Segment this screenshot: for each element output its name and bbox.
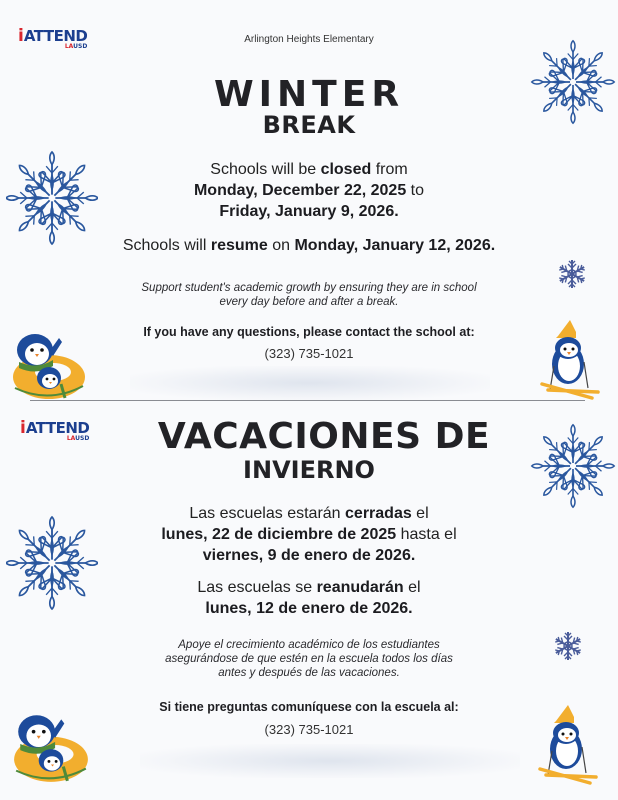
spanish-resume-date-line: lunes, 12 de enero de 2026. [205,600,413,617]
logo-attend: ATTEND [23,27,88,45]
english-questions-text: If you have any questions, please contact the school at: [143,325,475,339]
logo-i: i [18,26,24,46]
section-divider [30,400,585,401]
spanish-phone-number: (323) 735-1021 [264,722,354,737]
english-title-line1: WINTER [213,74,405,115]
snow-mound-spanish [140,744,520,778]
english-title-line2: BREAK [262,111,356,139]
english-closed-line: Schools will be closed from [210,161,408,178]
english-phone-number: (323) 735-1021 [264,346,354,361]
spanish-title-line2: INVIERNO [243,456,375,484]
spanish-closed-line: Las escuelas estarán cerradas el [189,505,429,522]
spanish-support-line3: antes y después de las vacaciones. [218,667,400,679]
english-support-line2: every day before and after a break. [219,296,399,308]
school-name: Arlington Heights Elementary [244,34,374,45]
skiing-penguin-spanish-icon [538,702,600,788]
iattend-lausd-logo-spanish: iATTEND LAUSD [20,418,90,442]
spanish-title-line1: VACACIONES DE [157,416,491,457]
english-start-date-line: Monday, December 22, 2025 to [193,182,425,199]
snow-mound-english [130,366,490,400]
english-resume-line: Schools will resume on Monday, January 12, 2026. [122,237,496,254]
penguins-on-tube-english-icon [8,322,90,402]
skiing-penguin-english-icon [540,318,602,402]
spanish-support-line1: Apoye el crecimiento académico de los estudiantes [178,639,440,651]
spanish-resume-line: Las escuelas se reanudarán el [197,579,421,596]
english-support-line1: Support student's academic growth by ensuring they are in school [141,282,477,294]
spanish-end-date-line: viernes, 9 de enero de 2026. [202,547,416,564]
english-end-date-line: Friday, January 9, 2026. [219,203,399,220]
spanish-start-date-line: lunes, 22 de diciembre de 2025 hasta el [161,526,457,543]
penguins-on-tube-spanish-icon [10,702,92,788]
spanish-support-line2: asegurándose de que estén en la escuela todos los días [165,653,453,665]
logo-lausd: LAUSD [64,43,88,50]
spanish-questions-text: Si tiene preguntas comuníquese con la escuela al: [159,700,459,714]
